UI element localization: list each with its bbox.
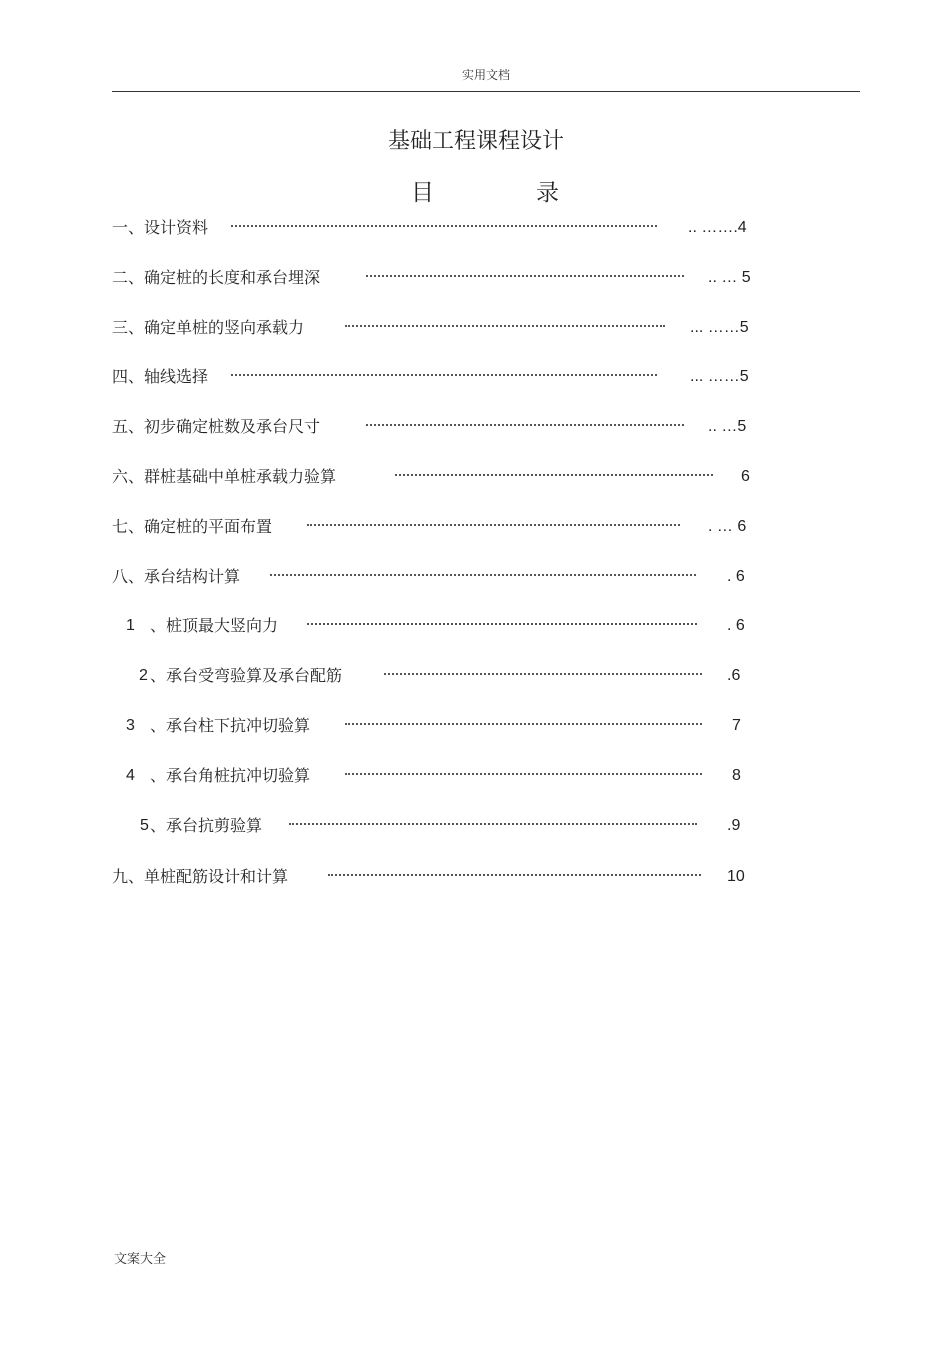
toc-page-number: .6 [727, 667, 741, 684]
page-footer: 文案大全 [114, 1252, 167, 1267]
toc-leader-dots [366, 424, 684, 426]
toc-leader-dots [270, 574, 696, 576]
toc-entry[interactable] [0, 365, 950, 389]
toc-entry-label: 、承台角桩抗冲切验算 [150, 766, 311, 785]
toc-page-number: 10 [727, 868, 745, 885]
toc-leader-dots [345, 325, 665, 327]
toc-page-number: . 6 [727, 617, 745, 634]
toc-leader-dots [328, 874, 701, 876]
toc-page-number: . … 6 [708, 518, 747, 535]
toc-entry[interactable] [0, 415, 950, 439]
toc-entry[interactable] [0, 216, 950, 240]
toc-page-number: ... ……5 [690, 368, 749, 385]
toc-entry-number: 5 [140, 817, 149, 834]
toc-leader-dots [289, 823, 697, 825]
toc-entry[interactable] [0, 814, 950, 838]
toc-page-number: .. …….4 [688, 219, 747, 236]
toc-leader-dots [345, 773, 702, 775]
toc-page-number: .. … 5 [708, 269, 751, 286]
toc-heading-left: 目 [411, 180, 434, 206]
toc-entry-label: 七、确定桩的平面布置 [112, 517, 273, 536]
toc-page-number: 7 [732, 717, 741, 734]
toc-entry-label: 、桩顶最大竖向力 [150, 616, 279, 635]
toc-entry[interactable] [0, 614, 950, 638]
toc-entry-label: 一、设计资料 [112, 218, 209, 237]
toc-page-number: 8 [732, 767, 741, 784]
toc-entry-label: 、承台受弯验算及承台配筋 [150, 666, 343, 685]
toc-leader-dots [395, 474, 713, 476]
toc-entry[interactable] [0, 465, 950, 489]
toc-heading-right: 录 [536, 180, 559, 206]
toc-page-number: .. …5 [708, 418, 747, 435]
toc-entry[interactable] [0, 664, 950, 688]
toc-entry[interactable] [0, 316, 950, 340]
toc-entry-number: 2 [139, 667, 148, 684]
toc-entry[interactable] [0, 714, 950, 738]
header-text: 实用文档 [461, 68, 510, 82]
toc-entry[interactable] [0, 515, 950, 539]
toc-leader-dots [231, 225, 657, 227]
toc-entry-label: 九、单桩配筋设计和计算 [112, 867, 289, 886]
document-title: 基础工程课程设计 [387, 129, 564, 154]
toc-leader-dots [231, 374, 657, 376]
toc-entry[interactable] [0, 865, 950, 889]
toc-entry[interactable] [0, 764, 950, 788]
toc-entry-number: 3 [126, 717, 135, 734]
toc-page-number: 6 [741, 468, 750, 485]
toc-entry-label: 三、确定单桩的竖向承载力 [112, 318, 305, 337]
toc-entry-number: 4 [126, 767, 135, 784]
toc-leader-dots [384, 673, 702, 675]
toc-leader-dots [307, 623, 697, 625]
toc-page-number: ... ……5 [690, 319, 749, 336]
toc-entry-label: 、承台柱下抗冲切验算 [150, 716, 311, 735]
toc-entry-label: 五、初步确定桩数及承台尺寸 [112, 417, 321, 436]
toc-page-number: .9 [727, 817, 741, 834]
toc-entry-label: 四、轴线选择 [112, 367, 209, 386]
toc-entry-label: 八、承台结构计算 [112, 567, 241, 586]
toc-entry-label: 二、确定桩的长度和承台埋深 [112, 268, 321, 287]
toc-page-number: . 6 [727, 568, 745, 585]
toc-entry[interactable] [0, 266, 950, 290]
toc-leader-dots [345, 723, 702, 725]
toc-entry-number: 1 [126, 617, 135, 634]
toc-entry-label: 六、群桩基础中单桩承载力验算 [112, 467, 337, 486]
toc-leader-dots [307, 524, 680, 526]
toc-entry-label: 、承台抗剪验算 [150, 816, 263, 835]
toc-leader-dots [366, 275, 684, 277]
header-divider [112, 91, 860, 92]
toc-entry[interactable] [0, 565, 950, 589]
